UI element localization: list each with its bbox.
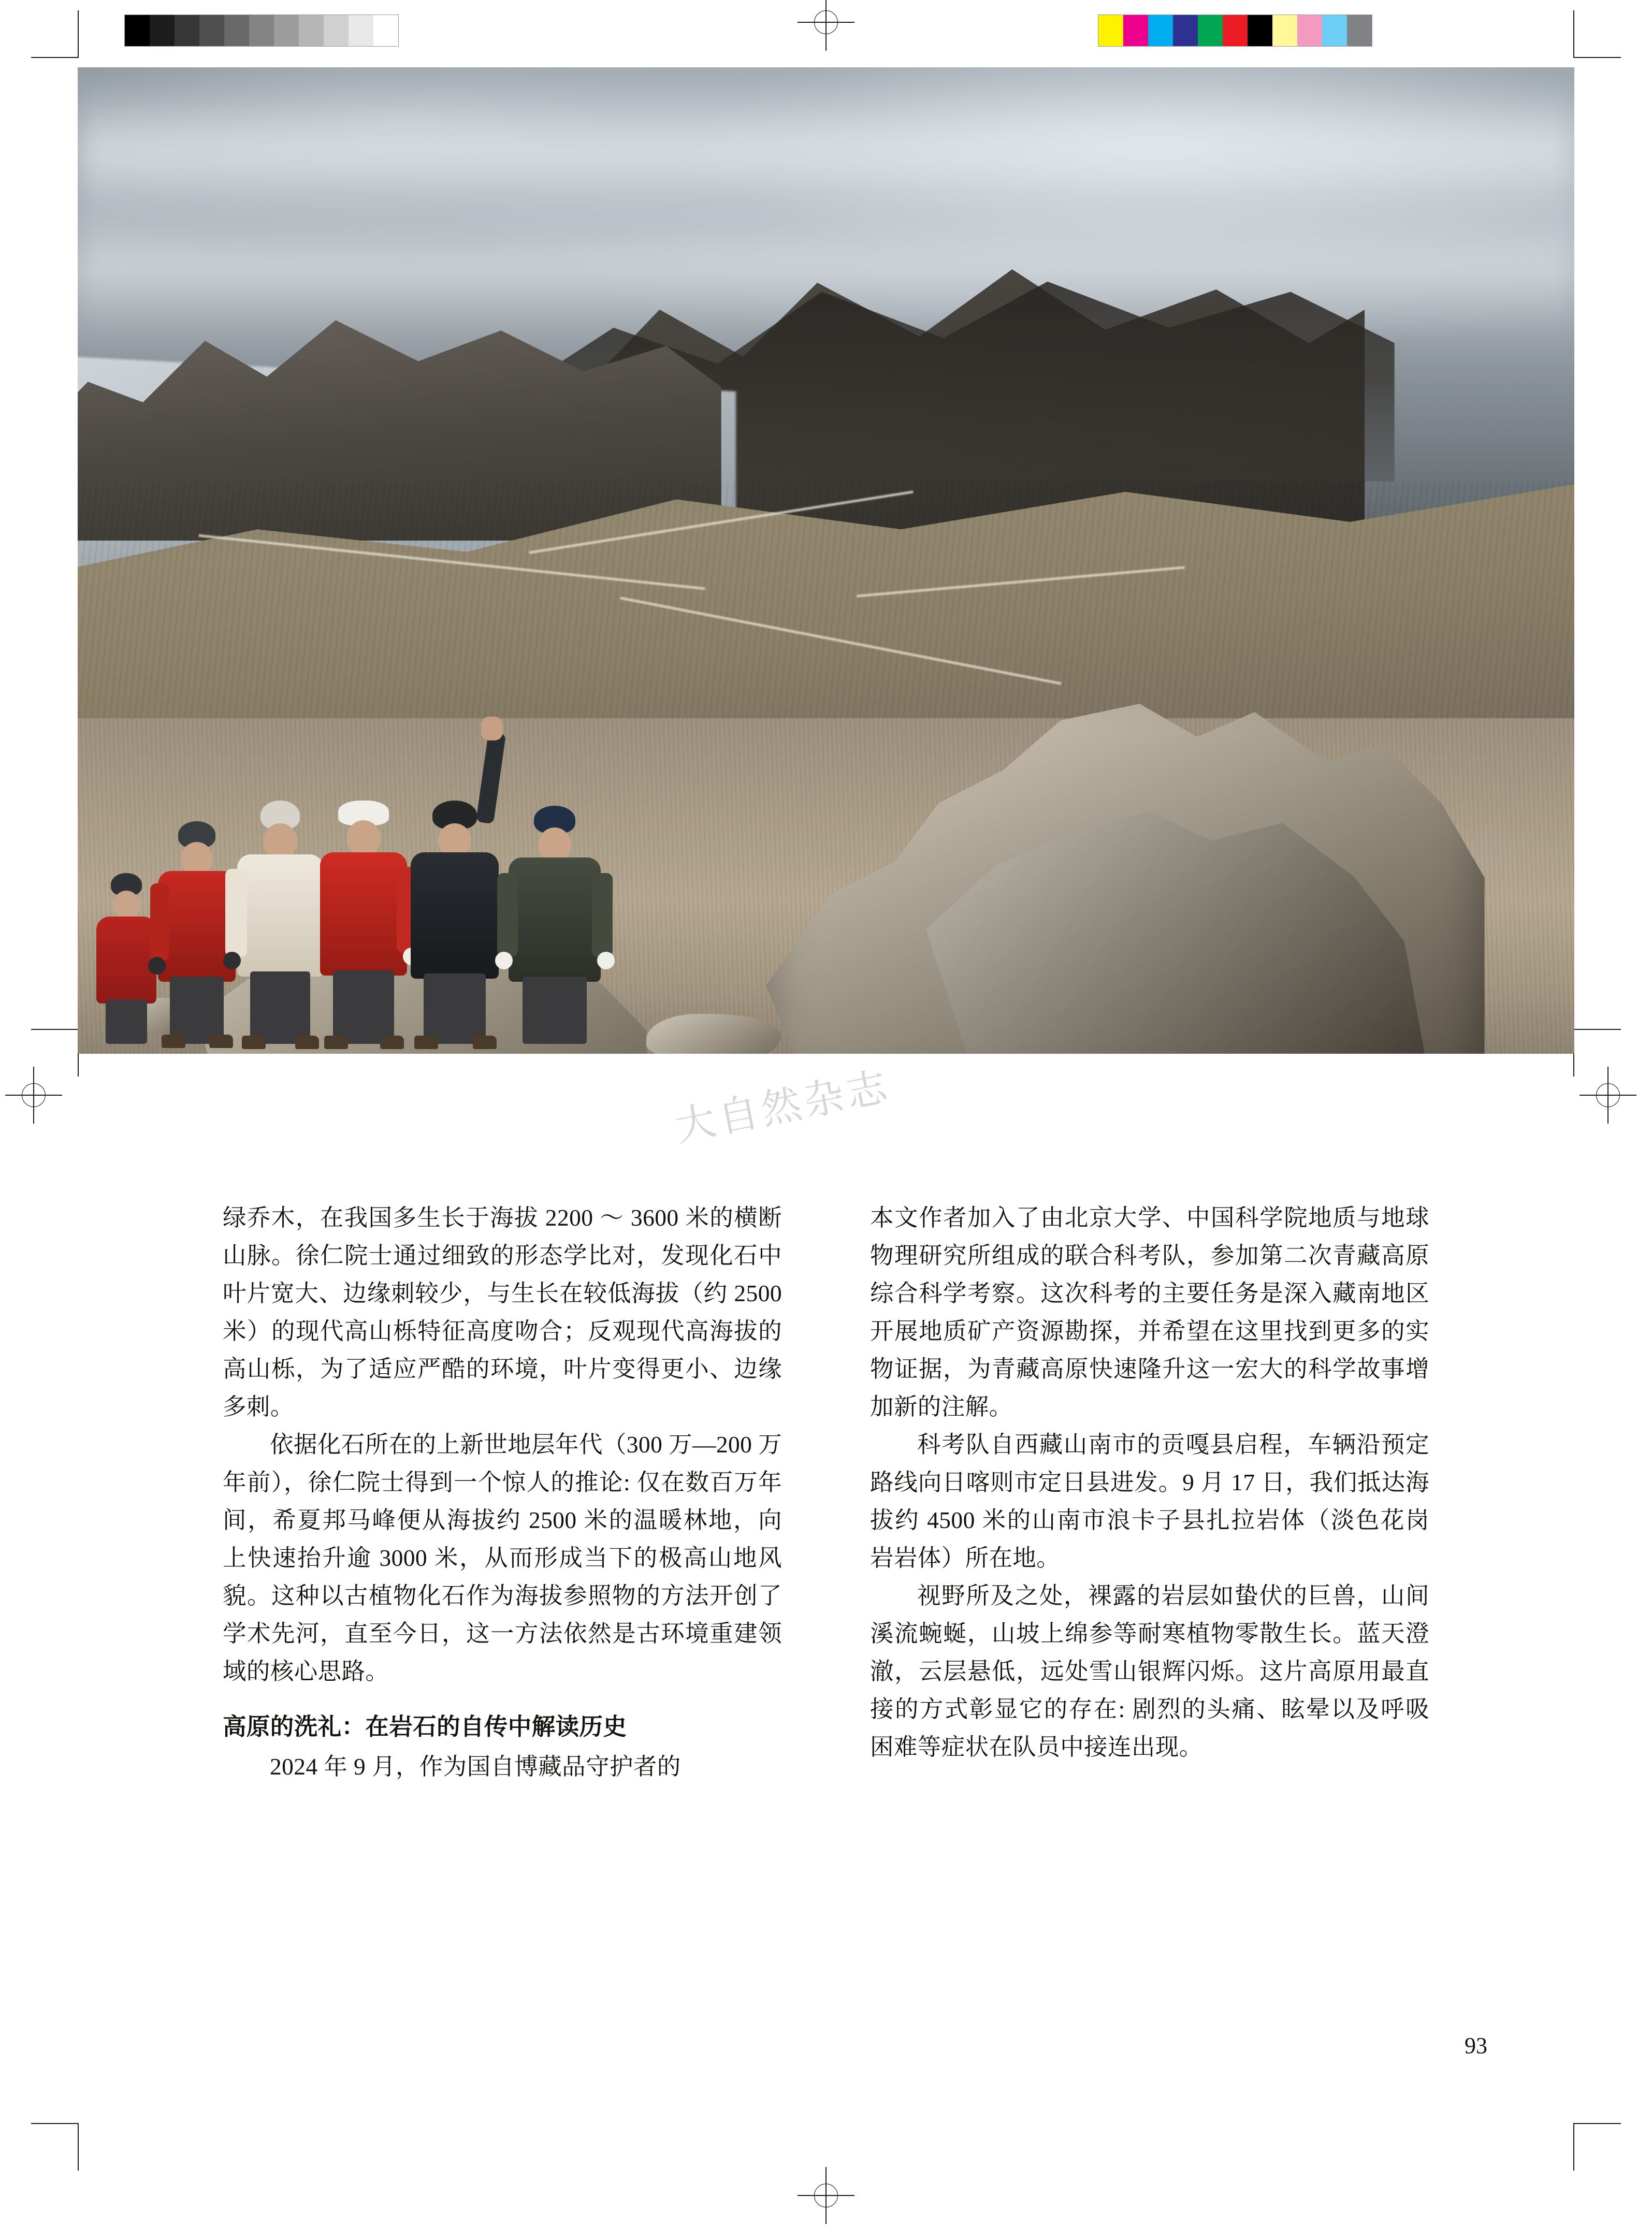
person-figure: [235, 801, 325, 1044]
color-swatch-4: [1198, 15, 1223, 46]
article-body: [223, 1199, 1429, 1785]
hand-peace-sign: [481, 717, 503, 740]
color-calibration-bar: [1098, 14, 1372, 47]
column-left: [223, 1199, 782, 1785]
color-swatch-2: [1148, 15, 1173, 46]
person-figure: [504, 806, 605, 1044]
arm: [592, 873, 613, 957]
glove: [597, 952, 615, 969]
boot: [324, 1036, 348, 1049]
scatter-rock: [646, 1014, 781, 1054]
paragraph: 科考队自西藏山南市的贡嘎县启程，车辆沿预定路线向日喀则市定日县进发。9 月 17 日，我们抵达海拔约 4500 米的山南市浪卡子县扎拉岩体（淡色花岗岩岩体）所在地。: [870, 1431, 1429, 1571]
paragraph: 本文作者加入了由北京大学、中国科学院地质与地球物理研究所组成的联合科考队，参加第二次青藏高原综合科学考察。这次科考的主要任务是深入藏南地区开展地质矿产资源勘探，并希望在这里找到更多的实物证据，为青藏高原快速隆升这一宏大的科学故事增加新的注解。: [870, 1204, 1429, 1420]
grayscale-swatch-2: [175, 15, 199, 46]
arm: [225, 869, 247, 957]
registration-circle: [814, 10, 838, 34]
watermark: 大自然杂志: [671, 1064, 894, 1150]
paragraph: 依据化石所在的上新世地层年代（300 万—200 万年前），徐仁院士得到一个惊人的推论: 仅在数百万年间，希夏邦马峰便从海拔约 2500 米的温暖林地，向上快速抬升逾 3000 米，从而形成当下的极高山地风貌。这种以古植物化石作为海拔参照物的方法开创了学术先河，直至今日，这一方法依然是古环境重建领域的核心思路。: [223, 1431, 782, 1684]
boot: [162, 1035, 185, 1048]
person-figure: [317, 801, 410, 1044]
grayscale-swatch-4: [224, 15, 249, 46]
grayscale-swatch-9: [349, 15, 373, 46]
color-swatch-8: [1297, 15, 1322, 46]
legs: [523, 977, 587, 1044]
legs: [170, 977, 224, 1044]
registration-mark-right-middle: [1579, 1067, 1636, 1124]
registration-circle: [22, 1083, 46, 1107]
paragraph: 视野所及之处，裸露的岩层如蛰伏的巨兽，山间溪流蜿蜒，山坡上绵参等耐寒植物零散生长。蓝天澄澈，云层悬低，远处雪山银辉闪烁。这片高原用最直接的方式彰显它的存在: 剧烈的头痛、眩晕以及呼吸困难等症状在队员中接连出现。: [870, 1582, 1429, 1760]
glove: [495, 952, 513, 969]
jacket: [96, 917, 156, 1004]
boot: [380, 1036, 404, 1049]
legs: [250, 971, 310, 1044]
legs: [106, 999, 147, 1044]
grayscale-swatch-7: [299, 15, 324, 46]
head: [346, 820, 381, 856]
grayscale-swatch-3: [199, 15, 224, 46]
red-jacket: [320, 852, 407, 976]
down-jacket: [237, 854, 323, 977]
hero-photograph: [78, 67, 1574, 1054]
arm: [150, 883, 169, 961]
color-swatch-0: [1098, 15, 1123, 46]
registration-circle: [1596, 1083, 1620, 1107]
registration-mark-left-middle: [5, 1067, 62, 1124]
color-swatch-1: [1123, 15, 1148, 46]
glove: [148, 957, 166, 975]
section-subheading: 高原的洗礼：在岩石的自传中解读历史: [223, 1713, 627, 1740]
arm: [497, 873, 518, 957]
photo-scene: [78, 67, 1574, 1054]
page-number: 93: [1465, 2033, 1487, 2058]
person-figure: [407, 801, 503, 1044]
color-swatch-10: [1347, 15, 1372, 46]
registration-mark-bottom-center: [798, 2167, 854, 2224]
color-swatch-6: [1248, 15, 1272, 46]
grayscale-swatch-8: [324, 15, 349, 46]
boot: [209, 1035, 233, 1048]
color-swatch-5: [1223, 15, 1248, 46]
boot: [414, 1036, 438, 1049]
boot: [242, 1036, 266, 1049]
grayscale-swatch-1: [150, 15, 175, 46]
boot: [295, 1036, 319, 1049]
paragraph: 绿乔木，在我国多生长于海拔 2200 ～ 3600 米的横断山脉。徐仁院士通过细致的形态学比对，发现化石中叶片宽大、边缘刺较少，与生长在较低海拔（约 2500 米）的现代高山栎特征高度吻合；反观现代高海拔的高山栎，为了适应严酷的环境，叶片变得更小、边缘多刺。: [223, 1204, 782, 1420]
color-swatch-7: [1272, 15, 1297, 46]
paragraph: 2024 年 9 月，作为国自博藏品守护者的: [270, 1753, 681, 1780]
olive-jacket: [509, 857, 601, 982]
color-swatch-9: [1322, 15, 1347, 46]
registration-mark-top-center: [798, 0, 854, 51]
head: [113, 891, 140, 920]
boot: [473, 1036, 497, 1049]
color-swatch-3: [1173, 15, 1198, 46]
grayscale-swatch-5: [249, 15, 274, 46]
grayscale-swatch-6: [274, 15, 299, 46]
registration-circle: [814, 2184, 838, 2207]
dark-jacket: [411, 852, 499, 979]
legs: [333, 970, 394, 1044]
legs: [424, 973, 486, 1044]
grayscale-swatch-0: [125, 15, 150, 46]
column-right: [870, 1199, 1429, 1785]
grayscale-calibration-bar: [124, 14, 399, 47]
grayscale-swatch-10: [373, 15, 398, 46]
